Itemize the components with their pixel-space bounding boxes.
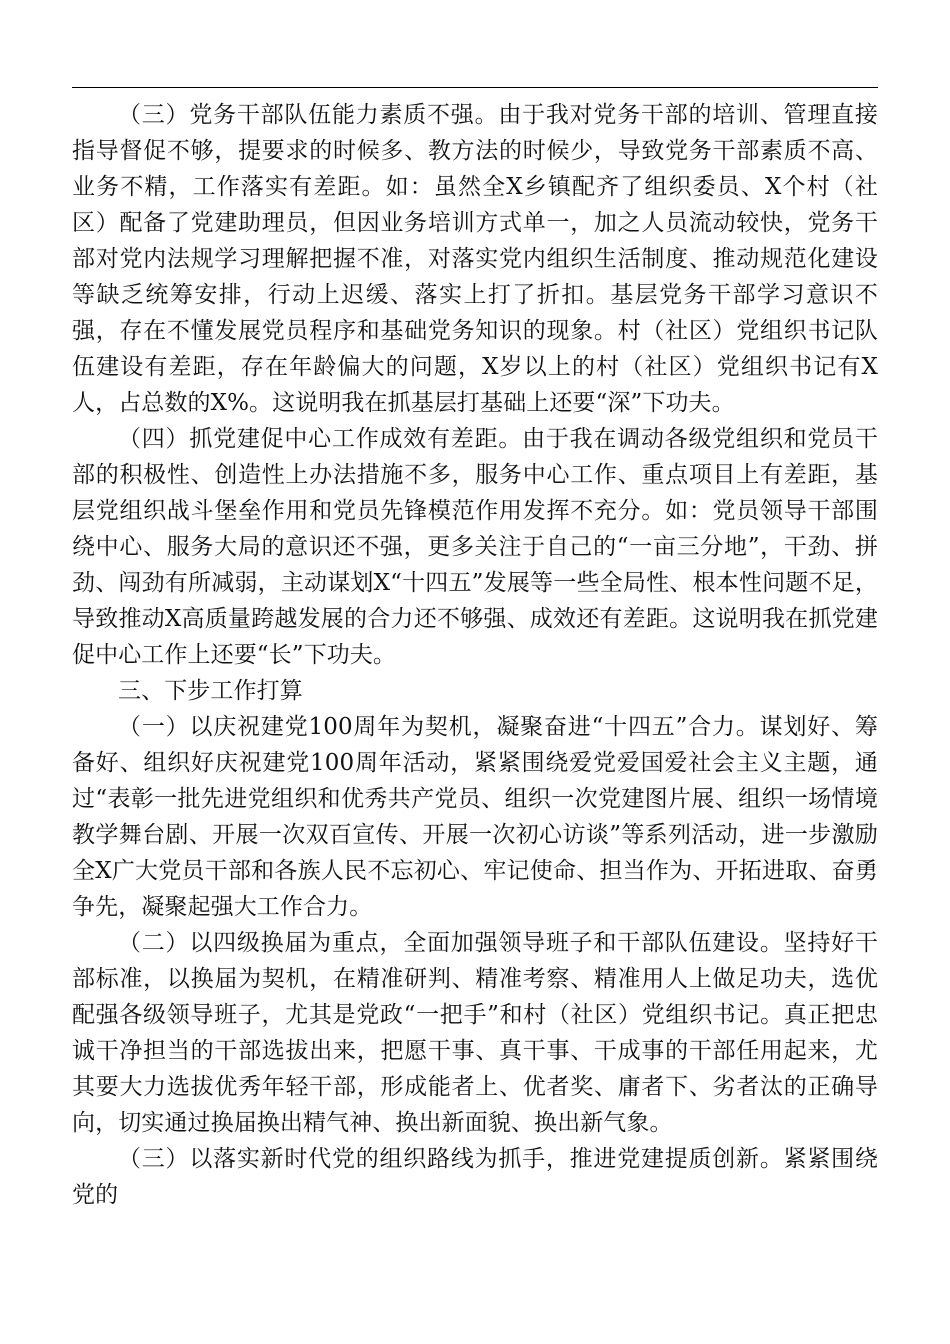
paragraph-party-staff-capability: （三）党务干部队伍能力素质不强。由于我对党务干部的培训、管理直接指导督促不够，提要求的时候多、教方法的时候少，导致党务干部素质不高、业务不精，工作落实有差距。如：虽然全X乡镇配齐了组织委员、X个村（社区）配备了党建助理员，但因业务培训方式单一，加之人员流动较快，党务干部对党内法规学习理解把握不准，对落实党内组织生活制度、推动规范化建设等缺乏统筹安排，行动上迟缓、落实上打了折扣。基层党务干部学习意识不强，存在不懂发展党员程序和基础党务知识的现象。村（社区）党组织书记队伍建设有差距，存在年龄偏大的问题，X岁以上的村（社区）党组织书记有X人，占总数的X%。这说明我在抓基层打基础上还要“深”下功夫。 (72, 102, 878, 416)
paragraph-centenary-celebration: （一）以庆祝建党100周年为契机，凝聚奋进“十四五”合力。谋划好、筹备好、组织好庆祝建党100周年活动，紧紧围绕爱党爱国爱社会主义主题，通过“表彰一批先进党组织和优秀共产党员、组织一次党建图片展、组织一场情境教学舞台剧、开展一次双百宣传、开展一次初心访谈”等系列活动，进一步激励全X广大党员干部和各族人民不忘初心、牢记使命、担当作为、开拓进取、奋勇争先，凝聚起强大工作合力。 (72, 714, 878, 920)
paragraph-organizational-line: （三）以落实新时代党的组织路线为抓手，推进党建提质创新。紧紧围绕党的 (72, 1146, 878, 1208)
paragraph-four-level-election: （二）以四级换届为重点，全面加强领导班子和干部队伍建设。坚持好干部标准，以换届为契机，在精准研判、精准考察、精准用人上做足功夫，选优配强各级领导班子，尤其是党政“一把手”和村（社区）党组织书记。真正把忠诚干净担当的干部选拔出来，把愿干事、真干事、干成事的干部任用起来，尤其要大力选拔优秀年轻干部，形成能者上、优者奖、庸者下、劣者汰的正确导向，切实通过换届换出精气神、换出新面貌、换出新气象。 (72, 930, 878, 1136)
header-rule (72, 87, 878, 88)
document-body (72, 97, 878, 1213)
paragraph-party-building-center-work: （四）抓党建促中心工作成效有差距。由于我在调动各级党组织和党员干部的积极性、创造性上办法措施不多，服务中心工作、重点项目上有差距，基层党组织战斗堡垒作用和党员先锋模范作用发挥不充分。如：党员领导干部围绕中心、服务大局的意识还不强，更多关注于自己的“一亩三分地”，干劲、拼劲、闯劲有所减弱，主动谋划X“十四五”发展等一些全局性、根本性问题不足，导致推动X高质量跨越发展的合力还不够强、成效还有差距。这说明我在抓党建促中心工作上还要“长”下功夫。 (72, 426, 878, 668)
section-heading-next-steps: 三、下步工作打算 (118, 678, 303, 704)
